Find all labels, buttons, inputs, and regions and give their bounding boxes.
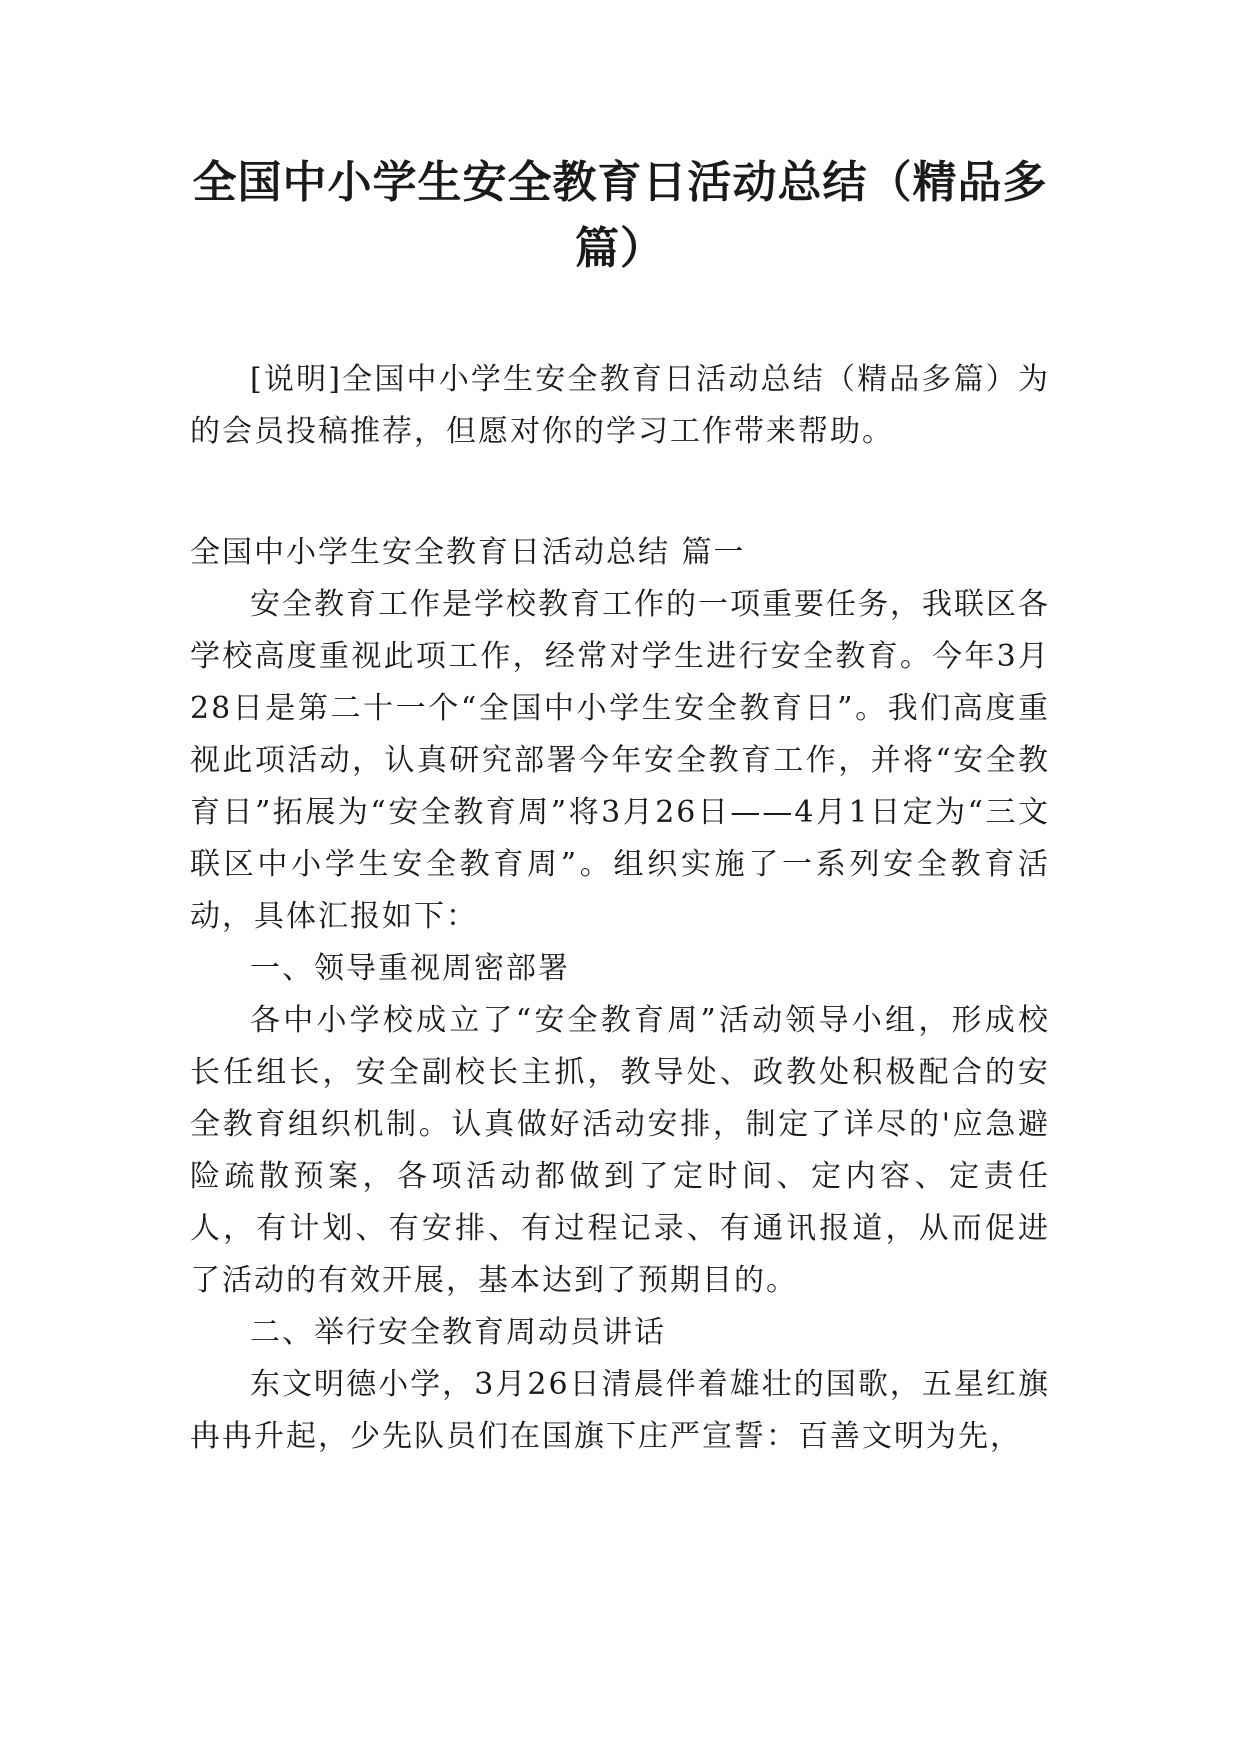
title-line-2: 篇） — [575, 223, 665, 274]
section-heading: 全国中小学生安全教育日活动总结 篇一 — [190, 535, 746, 570]
subheading: 一、领导重视周密部署 — [250, 951, 570, 986]
paragraph: 东文明德小学，3月26日清晨伴着雄壮的国歌，五星红旗冉冉升起，少先队员们在国旗下庄严宣誓：百善文明为先， — [190, 1367, 1050, 1454]
intro-paragraph: [说明]全国中小学生安全教育日活动总结（精品多篇）为的会员投稿推荐，但愿对你的学习工作带来帮助。 — [190, 362, 1050, 449]
article-body — [190, 527, 1050, 1463]
paragraph: 各中小学校成立了“安全教育周”活动领导小组，形成校长任组长，安全副校长主抓，教导处、政教处积极配合的安全教育组织机制。认真做好活动安排，制定了详尽的'应急避险疏散预案，各项活动都做到了定时间、定内容、定责任人，有计划、有安排、有过程记录、有通讯报道，从而促进了活动的有效开展，基本达到了预期目的。 — [190, 1003, 1050, 1298]
subheading: 二、举行安全教育周动员讲话 — [250, 1315, 666, 1350]
document-title — [190, 150, 1050, 282]
title-line-1: 全国中小学生安全教育日活动总结（精品多 — [192, 157, 1048, 208]
paragraph: 安全教育工作是学校教育工作的一项重要任务，我联区各学校高度重视此项工作，经常对学生进行安全教育。今年3月28日是第二十一个“全国中小学生安全教育日”。我们高度重视此项活动，认真研究部署今年安全教育工作，并将“安全教育日”拓展为“安全教育周”将3月26日——4月1日定为“三文联区中小学生安全教育周”。组织实施了一系列安全教育活动，具体汇报如下： — [190, 587, 1050, 934]
intro-block — [190, 354, 1050, 458]
